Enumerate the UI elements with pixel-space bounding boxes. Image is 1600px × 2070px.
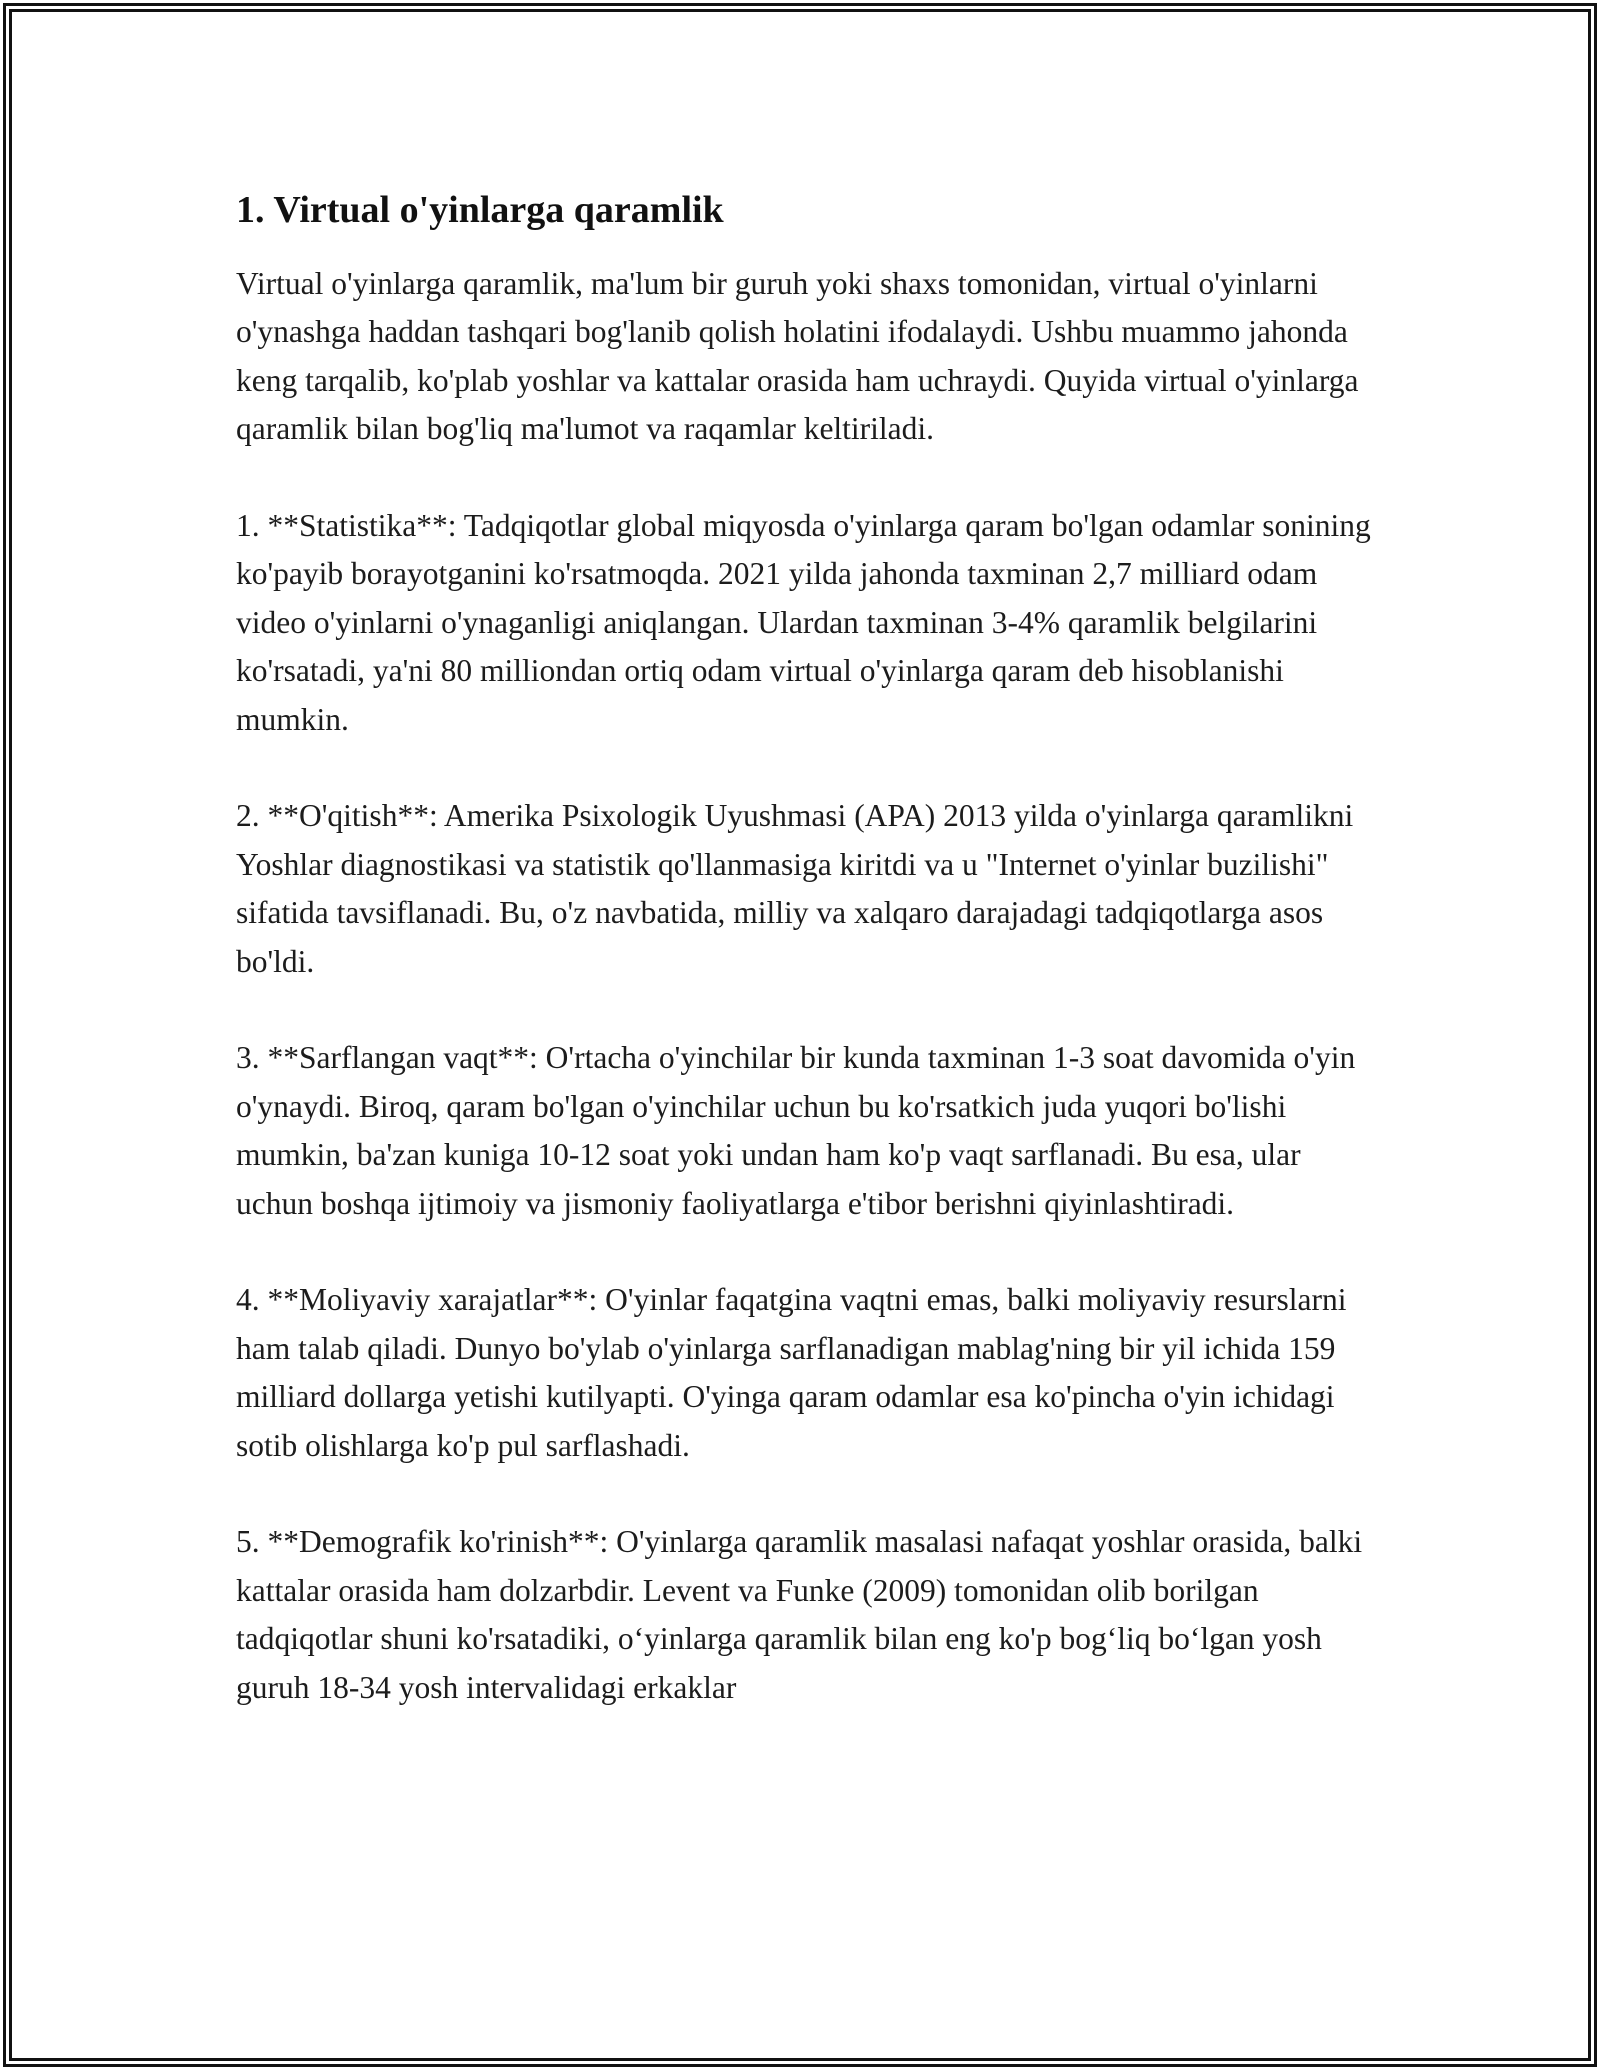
paragraph-moliyaviy-xarajatlar: 4. **Moliyaviy xarajatlar**: O'yinlar faqatgina vaqtni emas, balki moliyaviy resurslarni ham talab qiladi. Dunyo bo'ylab o'yinlarga sarflanadigan mablag'ning bir yil ichida 159 milliard dollarga yetishi kutilyapti. O'yinga qaram odamlar esa ko'pincha o'yin ichidagi sotib olishlarga ko'p pul sarflashadi. [236, 1282, 1347, 1463]
paragraph-statistika: 1. **Statistika**: Tadqiqotlar global miqyosda o'yinlarga qaram bo'lgan odamlar sonining ko'payib borayotganini ko'rsatmoqda. 2021 yilda jahonda taxminan 2,7 milliard odam video o'yinlarni o'ynaganligi aniqlangan. Ulardan taxminan 3-4% qaramlik belgilarini ko'rsatadi, ya'ni 80 milliondan ortiq odam virtual o'yinlarga qaram deb hisoblanishi mumkin. [236, 508, 1371, 737]
paragraph-sarflangan-vaqt: 3. **Sarflangan vaqt**: O'rtacha o'yinchilar bir kunda taxminan 1-3 soat davomida o'yin o'ynaydi. Biroq, qaram bo'lgan o'yinchilar uchun bu ko'rsatkich juda yuqori bo'lishi mumkin, ba'zan kuniga 10-12 soat yoki undan ham ko'p vaqt sarflanadi. Bu esa, ular uchun boshqa ijtimoiy va jismoniy faoliyatlarga e'tibor berishni qiyinlashtiradi. [236, 1040, 1356, 1221]
paragraph-demografik-korinish: 5. **Demografik ko'rinish**: O'yinlarga qaramlik masalasi nafaqat yoshlar orasida, balki kattalar orasida ham dolzarbdir. Levent va Funke (2009) tomonidan olib borilgan tadqiqotlar shuni ko'rsatadiki, o‘yinlarga qaramlik bilan eng ko'p bog‘liq bo‘lgan yosh guruh 18-34 yosh intervalidagi erkaklar [236, 1524, 1363, 1705]
document-body [236, 186, 1376, 1761]
intro-paragraph: Virtual o'yinlarga qaramlik, ma'lum bir guruh yoki shaxs tomonidan, virtual o'yinlarni o'ynashga haddan tashqari bog'lanib qolish holatini ifodalaydi. Ushbu muammo jahonda keng tarqalib, ko'plab yoshlar va kattalar orasida ham uchraydi. Quyida virtual o'yinlarga qaramlik bilan bog'liq ma'lumot va raqamlar keltiriladi. [236, 266, 1359, 447]
section-heading: 1. Virtual o'yinlarga qaramlik [236, 189, 724, 231]
paragraph-oqitish: 2. **O'qitish**: Amerika Psixologik Uyushmasi (APA) 2013 yilda o'yinlarga qaramlikni Yoshlar diagnostikasi va statistik qo'llanmasiga kiritdi va u "Internet o'yinlar buzilishi" sifatida tavsiflanadi. Bu, o'z navbatida, milliy va xalqaro darajadagi tadqiqotlarga asos bo'ldi. [236, 798, 1354, 979]
